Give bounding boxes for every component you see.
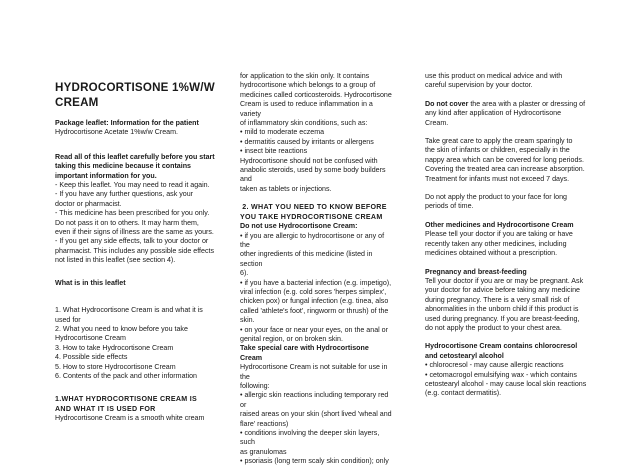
read-bullet: - If you get any side effects, talk to your doctor or <box>55 237 209 246</box>
children-care-line: nappy area which can be covered for long periods. <box>425 155 584 164</box>
other-medicines-line: medicines obtained without a prescription. <box>425 249 558 258</box>
other-medicines-line: recently taken any other medicines, including <box>425 239 567 248</box>
intro-line: taken as tablets or injections. <box>240 184 332 193</box>
children-care-block <box>425 137 587 184</box>
children-care-line: Treatment for infants must not exceed 7 days. <box>425 174 570 183</box>
do-not-item: genital region, or on broken skin. <box>240 334 343 343</box>
pregnancy-line: do not apply the product to your chest area. <box>425 323 562 332</box>
contents-item: 1. What Hydrocortisone Cream is and what it is <box>55 306 203 315</box>
intro-line: of inflammatory skin conditions, such as: <box>240 119 368 128</box>
contains-heading: and cetostearyl alcohol <box>425 351 504 360</box>
face-limit-line: periods of time. <box>425 202 474 211</box>
read-all-line: important information for you. <box>55 171 157 180</box>
other-medicines-line: Please tell your doctor if you are taking or have <box>425 230 573 239</box>
do-not-cover-block <box>425 100 587 128</box>
contents-item: used for <box>55 315 81 324</box>
pregnancy-line: during pregnancy. There is a very small risk of <box>425 295 570 304</box>
contains-block <box>425 342 587 398</box>
children-care-line: Covering the treated area can increase absorption. <box>425 165 585 174</box>
do-not-item: • on your face or near your eyes, on the anal or <box>240 325 388 334</box>
product-name: Hydrocortisone Acetate 1%w/w Cream. <box>55 128 179 137</box>
special-care-item: flare' reactions) <box>240 419 289 428</box>
intro-line: • dermatitis caused by irritants or allergens <box>240 137 374 146</box>
intro-line: • insect bite reactions <box>240 147 308 156</box>
read-bullet: - This medicine has been prescribed for you only. <box>55 209 210 218</box>
contents-item: 6. Contents of the pack and other information <box>55 371 197 380</box>
other-medicines-heading: Other medicines and Hydrocortisone Cream <box>425 220 574 229</box>
do-not-item: • if you have a bacterial infection (e.g. impetigo), <box>240 278 392 287</box>
do-not-item: called 'athlete's foot', ringworm or thrush) of the <box>240 306 389 315</box>
contents-item: 5. How to store Hydrocortisone Cream <box>55 362 176 371</box>
contains-line: • chlorocresol - may cause allergic reactions <box>425 361 564 370</box>
leaflet-label: Package leaflet: Information for the patient <box>55 119 199 127</box>
special-care-item: • conditions involving the deeper skin layers, such <box>240 429 380 447</box>
intro-line: • mild to moderate eczema <box>240 128 325 137</box>
intro-block <box>425 72 587 91</box>
intro-line: anabolic steroids, used by some body builders and <box>240 166 386 184</box>
intro-block <box>240 72 392 194</box>
intro-line: hydrocortisone which belongs to a group of <box>240 81 376 90</box>
do-not-item: other ingredients of this medicine (listed in section <box>240 250 373 268</box>
section-2-heading: YOU TAKE HYDROCORTISONE CREAM <box>240 212 383 221</box>
do-not-cover-text: Cream. <box>425 118 449 127</box>
special-care-item: as granulomas <box>240 447 287 456</box>
do-not-item: skin. <box>240 316 255 325</box>
special-care-item: • allergic skin reactions including temporary red or <box>240 391 389 409</box>
section-1-heading: AND WHAT IT IS USED FOR <box>55 404 156 413</box>
do-not-item: 6). <box>240 269 249 278</box>
do-not-item: viral infection (e.g. cold sores 'herpes simplex', <box>240 287 387 296</box>
do-not-cover-label: Do not cover <box>425 99 469 108</box>
contents-list <box>55 306 215 381</box>
special-care-item: raised areas on your skin (short lived 'wheal and <box>240 410 392 419</box>
column-1 <box>55 72 215 424</box>
section-2 <box>240 203 392 466</box>
title-line: CREAM <box>55 96 99 109</box>
read-all-block <box>55 153 215 266</box>
contents-heading: What is in this leaflet <box>55 278 126 287</box>
special-care-item: Hydrocortisone Cream is not suitable for use in the <box>240 363 388 381</box>
read-bullet: - Keep this leaflet. You may need to read it again. <box>55 181 210 190</box>
title-line: HYDROCORTISONE 1%W/W <box>55 81 215 94</box>
intro-line: for application to the skin only. It contains <box>240 72 370 80</box>
read-all-line: Read all of this leaflet carefully before you start <box>55 152 215 161</box>
contents-item: Hydrocortisone Cream <box>55 334 126 343</box>
contents-item: 2. What you need to know before you take <box>55 324 188 333</box>
contains-heading: Hydrocortisone Cream contains chlorocresol <box>425 342 578 351</box>
pregnancy-line: your doctor for advice before taking any medicine <box>425 286 580 295</box>
read-bullet: Do not pass it on to others. It may harm them, <box>55 218 199 227</box>
intro-line: Cream is used to reduce inflammation in a variety <box>240 100 373 118</box>
intro-line: use this product on medical advice and with <box>425 72 563 80</box>
pregnancy-block <box>425 268 587 334</box>
special-care-item: following: <box>240 382 270 390</box>
read-bullet: even if their signs of illness are the same as yours. <box>55 228 214 237</box>
intro-line: medicines called corticosteroids. Hydrocortisone <box>240 90 392 99</box>
column-2 <box>240 72 392 467</box>
read-bullet: doctor or pharmacist. <box>55 199 122 208</box>
pregnancy-heading: Pregnancy and breast-feeding <box>425 267 527 276</box>
do-not-item: • if you are allergic to hydrocortisone or any of the <box>240 231 385 249</box>
do-not-use-heading: Do not use Hydrocortisone Cream: <box>240 222 358 231</box>
do-not-cover-text: the area with a plaster or dressing of <box>468 99 586 108</box>
children-care-line: the skin of infants or children, especially in the <box>425 146 570 155</box>
pregnancy-line: used during pregnancy. If you are breast-feeding, <box>425 314 580 323</box>
contents-item: 4. Possible side effects <box>55 353 128 362</box>
leaflet-intro <box>55 119 215 138</box>
section-1-text: Hydrocortisone Cream is a smooth white cream <box>55 414 205 423</box>
face-limit-line: Do not apply the product to your face for long <box>425 193 567 202</box>
face-limit-block <box>425 193 587 212</box>
section-1 <box>55 395 215 423</box>
contains-line: (e.g. contact dermatitis). <box>425 389 502 398</box>
do-not-cover-text: any kind after application of Hydrocortisone <box>425 109 562 118</box>
contains-line: cetostearyl alcohol - may cause local skin reactions <box>425 379 587 388</box>
children-care-line: Take great care to apply the cream sparingly to <box>425 137 573 146</box>
contains-line: • cetomacrogol emulsifying wax - which contains <box>425 370 577 379</box>
section-2-heading: 2. WHAT YOU NEED TO KNOW BEFORE <box>240 203 387 212</box>
pregnancy-line: abnormalities in the unborn child if this product is <box>425 305 579 314</box>
special-care-heading: Take special care with Hydrocortisone Cream <box>240 344 369 362</box>
read-all-line: taking this medicine because it contains <box>55 162 192 171</box>
section-1-heading: 1.WHAT HYDROCORTISONE CREAM IS <box>55 395 198 404</box>
document-title <box>55 80 215 110</box>
do-not-item: chicken pox) or fungal infection (e.g. tinea, also <box>240 297 389 306</box>
column-3 <box>425 72 587 408</box>
intro-line: Hydrocortisone should not be confused with <box>240 156 378 165</box>
pregnancy-line: Tell your doctor if you are or may be pregnant. Ask <box>425 276 584 285</box>
special-care-item: • psoriasis (long term scaly skin condition); only <box>240 457 389 466</box>
read-bullet: - If you have any further questions, ask your <box>55 190 194 199</box>
intro-line: careful supervision by your doctor. <box>425 81 533 90</box>
contents-item: 3. How to take Hydrocortisone Cream <box>55 343 174 352</box>
read-bullet: not listed in this leaflet (see section 4). <box>55 256 176 265</box>
other-medicines-block <box>425 221 587 259</box>
read-bullet: pharmacist. This includes any possible side effects <box>55 246 215 255</box>
